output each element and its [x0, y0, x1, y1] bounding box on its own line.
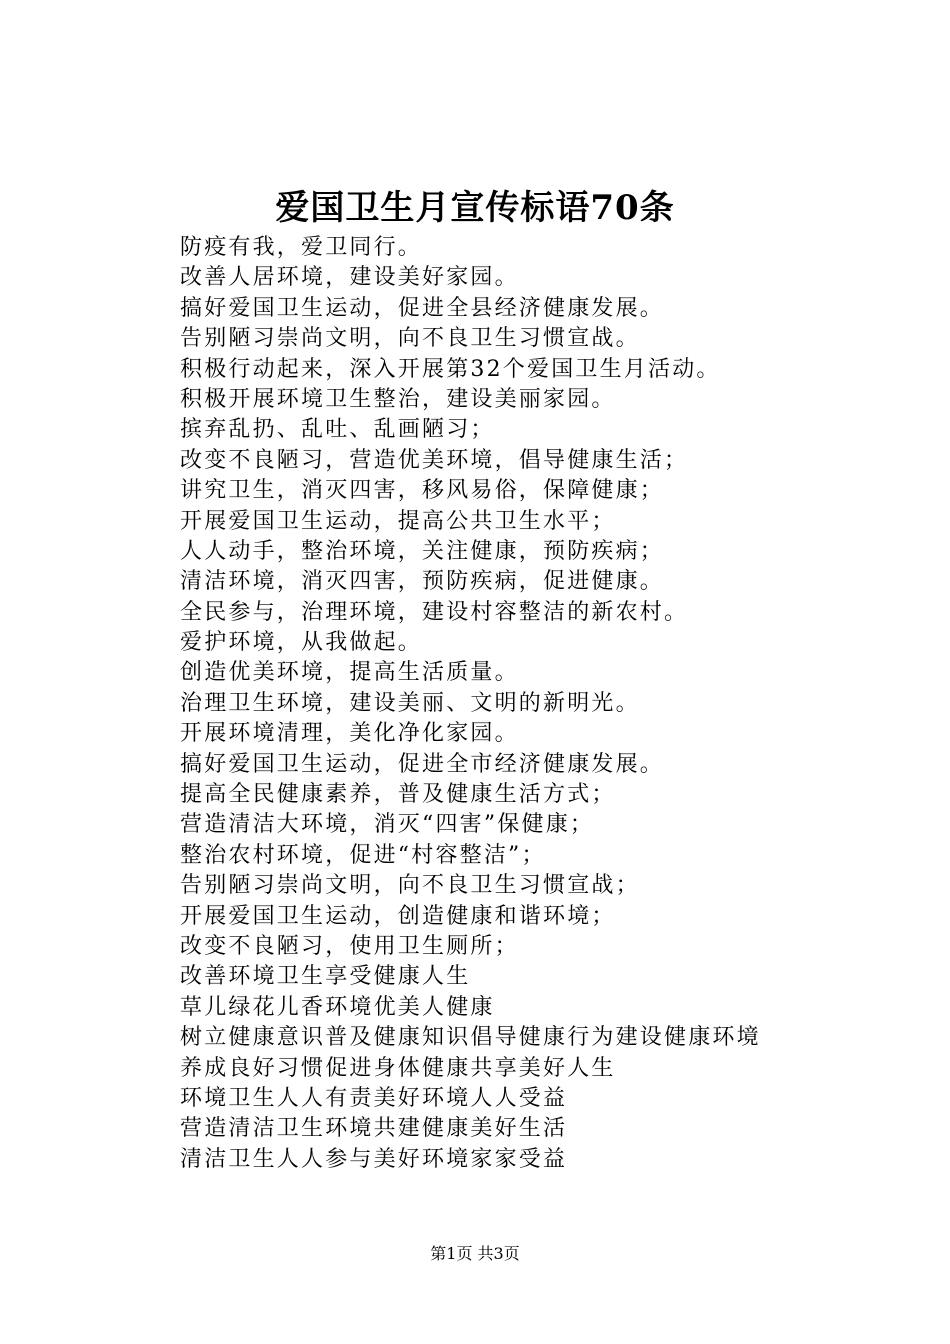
slogan-line: 改善环境卫生享受健康人生 [180, 964, 471, 990]
slogan-line: 草儿绿花儿香环境优美人健康 [180, 994, 495, 1020]
slogan-line: 树立健康意识普及健康知识倡导健康行为建设健康环境 [180, 1025, 761, 1051]
slogan-line: 治理卫生环境，建设美丽、文明的新明光。 [180, 690, 640, 716]
slogan-line: 改善人居环境，建设美好家园。 [180, 265, 519, 291]
slogan-line: 改变不良陋习，使用卫生厕所； [180, 933, 519, 959]
slogan-line: 全民参与，治理环境，建设村容整洁的新农村。 [180, 599, 689, 625]
slogan-list [180, 233, 900, 1175]
slogan-line: 开展爱国卫生运动，提高公共卫生水平； [180, 508, 616, 534]
slogan-line: 营造清洁卫生环境共建健康美好生活 [180, 1116, 568, 1142]
slogan-line: 讲究卫生，消灭四害，移风易俗，保障健康； [180, 478, 665, 504]
slogan-line: 积极行动起来，深入开展第32个爱国卫生月活动。 [180, 356, 721, 382]
slogan-line: 整治农村环境，促进“村容整洁”； [180, 842, 546, 868]
slogan-line: 摈弃乱扔、乱吐、乱画陋习； [180, 417, 495, 443]
slogan-line: 防疫有我，爱卫同行。 [180, 235, 423, 260]
slogan-line: 环境卫生人人有责美好环境人人受益 [180, 1085, 568, 1111]
slogan-line: 养成良好习惯促进身体健康共享美好人生 [180, 1055, 616, 1081]
slogan-line: 提高全民健康素养，普及健康生活方式； [180, 782, 616, 808]
document-title: 爱国卫生月宣传标语70条 [275, 188, 675, 228]
page-footer: 第1页 共3页 [430, 1244, 520, 1263]
slogan-line: 爱护环境，从我做起。 [180, 630, 423, 656]
slogan-line: 创造优美环境，提高生活质量。 [180, 660, 519, 686]
slogan-line: 告别陋习崇尚文明，向不良卫生习惯宣战； [180, 873, 640, 899]
slogan-line: 积极开展环境卫生整治，建设美丽家园。 [180, 386, 616, 412]
slogan-line: 改变不良陋习，营造优美环境，倡导健康生活； [180, 447, 689, 473]
slogan-line: 搞好爱国卫生运动，促进全县经济健康发展。 [180, 295, 665, 321]
slogan-line: 营造清洁大环境，消灭“四害”保健康； [180, 812, 595, 838]
slogan-line: 告别陋习崇尚文明，向不良卫生习惯宣战。 [180, 326, 640, 352]
slogan-line: 人人动手，整治环境，关注健康，预防疾病； [180, 538, 665, 564]
slogan-line: 清洁环境，消灭四害，预防疾病，促进健康。 [180, 569, 665, 595]
slogan-line: 搞好爱国卫生运动，促进全市经济健康发展。 [180, 751, 665, 777]
slogan-line: 开展爱国卫生运动，创造健康和谐环境； [180, 903, 616, 929]
slogan-line: 开展环境清理，美化净化家园。 [180, 721, 519, 747]
slogan-line: 清洁卫生人人参与美好环境家家受益 [180, 1146, 568, 1172]
